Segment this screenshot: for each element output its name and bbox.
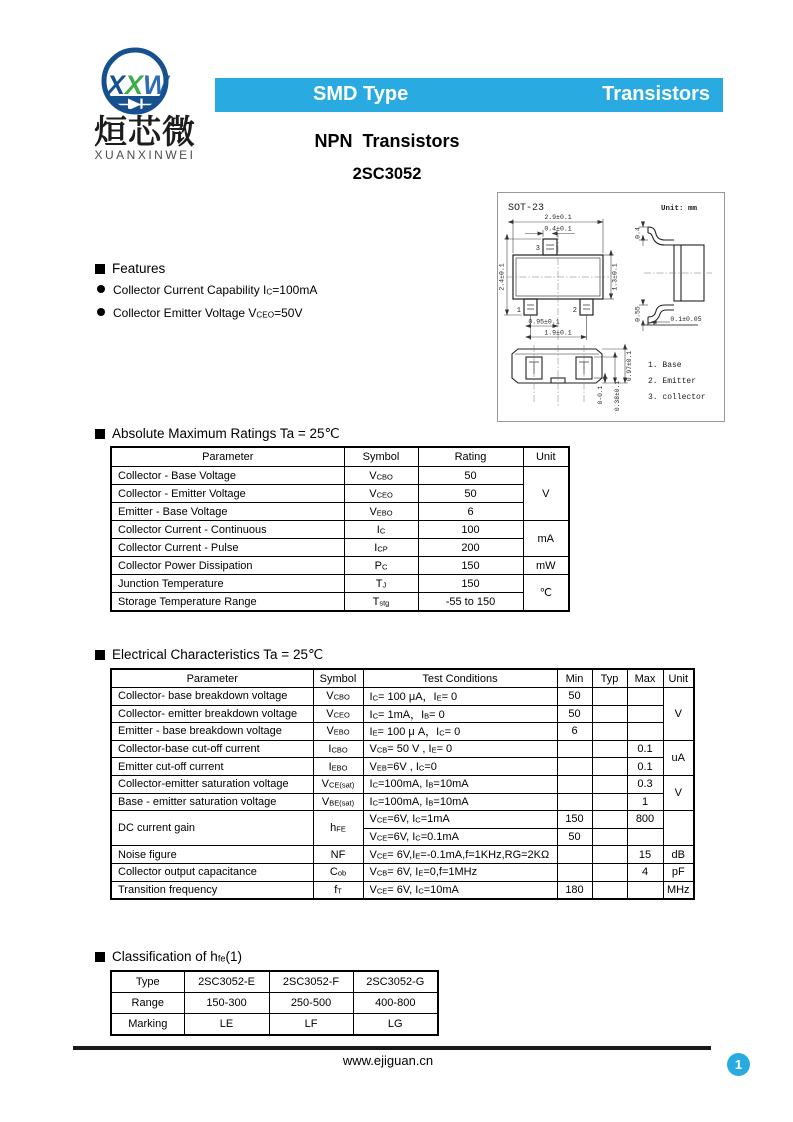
min-cell: 6 <box>557 723 592 741</box>
rating-cell: -55 to 150 <box>418 593 523 612</box>
section-square-icon <box>95 429 105 439</box>
symbol-cell: $V_{EBO}$ <box>313 723 363 741</box>
parameter-cell: Collector-emitter saturation voltage <box>111 775 313 793</box>
symbol-cell: $f_T$ <box>313 881 363 899</box>
max-cell: 1 <box>627 793 663 811</box>
dim-body-width: 2.9±0.1 <box>544 214 572 221</box>
max-cell <box>627 723 663 741</box>
footer-divider <box>73 1046 711 1050</box>
condition-cell: $V_{CE}= 6V$, $I_C=10mA$ <box>363 881 557 899</box>
condition-cell: $I_C= 100$ μA，$I_E= 0$ <box>363 688 557 706</box>
brand-latin-name: XUANXINWEI <box>94 148 196 162</box>
abs-max-heading-label: Absolute Maximum Ratings Ta = 25℃ <box>112 426 340 441</box>
symbol-cell: $V_{CEO}$ <box>313 705 363 723</box>
table-row <box>111 539 569 557</box>
side-view-dim-lines <box>639 221 698 331</box>
classification-table <box>110 970 439 1036</box>
type-cell: 2SC3052-E <box>184 971 269 993</box>
sot23-outline-drawing <box>498 193 724 421</box>
max-cell: 4 <box>627 863 663 881</box>
col-header-symbol: Symbol <box>313 669 363 688</box>
max-cell: 0.1 <box>627 758 663 776</box>
max-cell: 15 <box>627 846 663 864</box>
symbol-cell: $I_{CBO}$ <box>313 740 363 758</box>
table-row <box>111 846 694 864</box>
dim-standoff: 0-0.1 <box>597 385 604 405</box>
elec-table <box>110 668 695 900</box>
condition-cell: $V_{CE}= 6V,I_E=-0.1mA,f=1KHz,RG=2K\Omega$ <box>363 846 557 864</box>
rating-cell: 6 <box>418 503 523 521</box>
parameter-cell: Collector Current - Pulse <box>111 539 344 557</box>
marking-cell: LG <box>353 1014 438 1036</box>
typ-cell <box>592 846 627 864</box>
pin-legend-emitter: 2. Emitter <box>648 377 697 386</box>
dim-pad-height: 0.38±0.1 <box>614 380 621 412</box>
condition-cell: $V_{CB}= 50$ V , $I_E= 0$ <box>363 740 557 758</box>
max-cell: 0.1 <box>627 740 663 758</box>
symbol-cell: $I_C$ <box>344 521 418 539</box>
table-row <box>111 863 694 881</box>
typ-cell <box>592 723 627 741</box>
table-row <box>111 971 438 993</box>
typ-cell <box>592 758 627 776</box>
bottom-view <box>512 349 602 383</box>
pin-legend-base: 1. Base <box>648 361 682 370</box>
col-header-rating: Rating <box>418 447 523 467</box>
bullet-icon <box>97 308 105 316</box>
max-cell <box>627 828 663 846</box>
col-header-symbol: Symbol <box>344 447 418 467</box>
symbol-cell: $I_{EBO}$ <box>313 758 363 776</box>
max-cell <box>627 705 663 723</box>
elec-heading-label: Electrical Characteristics Ta = 25℃ <box>112 647 324 662</box>
symbol-cell: $C_{ob}$ <box>313 863 363 881</box>
logo-letter-x2: X <box>125 70 144 100</box>
parameter-cell: Junction Temperature <box>111 575 344 593</box>
parameter-cell: Collector- emitter breakdown voltage <box>111 705 313 723</box>
unit-note-label: Unit: mm <box>661 205 698 213</box>
marking-cell: LE <box>184 1014 269 1036</box>
unit-cell: V <box>523 467 569 521</box>
doc-title-part-number: 2SC3052 <box>352 165 422 183</box>
table-row <box>111 705 694 723</box>
condition-cell: $V_{CE}=6V$, $I_C=1mA$ <box>363 811 557 829</box>
classification-heading <box>95 949 242 964</box>
col-header-parameter: Parameter <box>111 447 344 467</box>
dim-body-height: 1.3±0.1 <box>611 263 619 291</box>
rating-cell: 50 <box>418 485 523 503</box>
parameter-cell: Collector Current - Continuous <box>111 521 344 539</box>
parameter-cell: Collector output capacitance <box>111 863 313 881</box>
symbol-cell: $V_{CE(sat)}$ <box>313 775 363 793</box>
bottom-view-dim-lines <box>594 349 628 383</box>
parameter-cell: Collector - Base Voltage <box>111 467 344 485</box>
table-header-row <box>111 669 694 688</box>
max-cell <box>627 881 663 899</box>
rating-cell: 150 <box>418 575 523 593</box>
table-row <box>111 485 569 503</box>
condition-cell: $I_C=100mA$, $I_B=10mA$ <box>363 793 557 811</box>
row-header-range: Range <box>111 993 184 1014</box>
features-heading <box>95 261 165 276</box>
classification-heading-label: Classification of $h_{fe}(1)$ <box>112 949 242 964</box>
elec-heading <box>95 647 323 663</box>
unit-cell: pF <box>663 863 694 881</box>
bullet-icon <box>97 285 105 293</box>
table-row <box>111 688 694 706</box>
parameter-cell: Storage Temperature Range <box>111 593 344 612</box>
type-cell: 2SC3052-F <box>269 971 353 993</box>
table-row <box>111 993 438 1014</box>
pin-legend-collector: 3. collector <box>648 393 706 402</box>
table-row <box>111 1014 438 1036</box>
symbol-cell: $T_J$ <box>344 575 418 593</box>
range-cell: 400-800 <box>353 993 438 1014</box>
min-cell <box>557 793 592 811</box>
range-cell: 150-300 <box>184 993 269 1014</box>
page-number-badge: 1 <box>727 1053 750 1076</box>
range-cell: 250-500 <box>269 993 353 1014</box>
parameter-cell: Emitter - base breakdown voltage <box>111 723 313 741</box>
parameter-cell: Collector - Emitter Voltage <box>111 485 344 503</box>
table-header-row <box>111 447 569 467</box>
max-cell: 800 <box>627 811 663 829</box>
feature-item-label: Collector Current Capability $I_C=100mA$ <box>113 283 318 297</box>
footer-website-link[interactable]: www.ejiguan.cn <box>342 1053 434 1068</box>
front-view-dim-labels <box>499 214 619 337</box>
symbol-cell: NF <box>313 846 363 864</box>
pin3-number: 3 <box>535 245 540 253</box>
header-bar-smd-type: SMD Type <box>313 83 409 105</box>
min-cell: 150 <box>557 811 592 829</box>
min-cell <box>557 863 592 881</box>
typ-cell <box>592 740 627 758</box>
doc-title-npn-transistors: NPN Transistors <box>314 131 460 151</box>
rating-cell: 100 <box>418 521 523 539</box>
marking-cell: LF <box>269 1014 353 1036</box>
condition-cell: $I_C=100mA$, $I_B=10mA$ <box>363 775 557 793</box>
dim-lead-thickness: 0.1±0.05 <box>670 316 702 323</box>
feature-item <box>97 306 302 320</box>
feature-item-label: Collector Emitter Voltage $V_{CEO}=50V$ <box>113 306 303 320</box>
parameter-cell: Emitter - Base Voltage <box>111 503 344 521</box>
max-cell: 0.3 <box>627 775 663 793</box>
package-drawing-box <box>497 192 725 422</box>
symbol-cell: $V_{CBO}$ <box>313 688 363 706</box>
table-row <box>111 521 569 539</box>
rating-cell: 200 <box>418 539 523 557</box>
row-header-type: Type <box>111 971 184 993</box>
col-header-min: Min <box>557 669 592 688</box>
col-header-max: Max <box>627 669 663 688</box>
typ-cell <box>592 811 627 829</box>
condition-cell: $V_{CE}=6V$, $I_C=0.1mA$ <box>363 828 557 846</box>
col-header-unit: Unit <box>523 447 569 467</box>
min-cell <box>557 846 592 864</box>
parameter-cell: Noise figure <box>111 846 313 864</box>
symbol-cell: $P_C$ <box>344 557 418 575</box>
pin-legend <box>648 361 706 402</box>
min-cell <box>557 740 592 758</box>
package-name-label: SOT-23 <box>508 203 545 214</box>
symbol-cell: $V_{CEO}$ <box>344 485 418 503</box>
symbol-cell: $T_{stg}$ <box>344 593 418 612</box>
row-header-marking: Marking <box>111 1014 184 1036</box>
rating-cell: 50 <box>418 467 523 485</box>
pin2-number: 2 <box>572 307 577 315</box>
unit-cell: V <box>663 688 694 741</box>
brand-chinese-name: 烜芯微 <box>94 113 196 150</box>
condition-cell: $I_C= 1mA$，$I_B= 0$ <box>363 705 557 723</box>
side-view <box>648 227 704 325</box>
parameter-cell: Collector-base cut-off current <box>111 740 313 758</box>
min-cell: 180 <box>557 881 592 899</box>
rating-cell: 150 <box>418 557 523 575</box>
feature-item <box>97 283 317 297</box>
dim-lead-top: 0.4 <box>634 227 642 239</box>
unit-cell: dB <box>663 846 694 864</box>
typ-cell <box>592 705 627 723</box>
col-header-parameter: Parameter <box>111 669 313 688</box>
table-row <box>111 557 569 575</box>
condition-cell: $V_{EB}=6V$ , $I_C=0$ <box>363 758 557 776</box>
parameter-cell: Base - emitter saturation voltage <box>111 793 313 811</box>
unit-cell: mA <box>523 521 569 557</box>
header-bar-transistors: Transistors <box>602 83 710 105</box>
min-cell <box>557 775 592 793</box>
table-row <box>111 503 569 521</box>
symbol-cell: $V_{EBO}$ <box>344 503 418 521</box>
pin1-number: 1 <box>516 307 521 315</box>
logo-letter-w: W <box>143 70 169 100</box>
symbol-cell: $I_{CP}$ <box>344 539 418 557</box>
typ-cell <box>592 688 627 706</box>
typ-cell <box>592 828 627 846</box>
parameter-cell: Collector- base breakdown voltage <box>111 688 313 706</box>
table-row <box>111 740 694 758</box>
table-row <box>111 593 569 612</box>
typ-cell <box>592 775 627 793</box>
section-square-icon <box>95 264 105 274</box>
typ-cell <box>592 863 627 881</box>
dim-pin-pitch-half: 0.95±0.1 <box>528 318 560 326</box>
table-row <box>111 811 694 829</box>
section-square-icon <box>95 650 105 660</box>
dim-lead-bottom: 0.55 <box>634 306 642 322</box>
min-cell: 50 <box>557 688 592 706</box>
dim-pin-pitch: 1.9±0.1 <box>544 329 572 337</box>
type-cell: 2SC3052-G <box>353 971 438 993</box>
side-view-dim-labels <box>635 227 702 323</box>
unit-cell: V <box>663 775 694 810</box>
table-row <box>111 758 694 776</box>
abs-max-table <box>110 446 570 612</box>
table-row <box>111 575 569 593</box>
unit-cell: uA <box>663 740 694 775</box>
features-heading-label: Features <box>112 261 166 276</box>
symbol-cell: $V_{CBO}$ <box>344 467 418 485</box>
abs-max-heading <box>95 426 340 442</box>
parameter-cell: DC current gain <box>111 811 313 846</box>
min-cell: 50 <box>557 828 592 846</box>
table-row <box>111 467 569 485</box>
dim-overall-height: 2.4±0.1 <box>498 263 506 291</box>
dim-pin3-width: 0.4±0.1 <box>544 225 572 233</box>
min-cell <box>557 758 592 776</box>
table-row <box>111 881 694 899</box>
logo-letter-x1: X <box>107 70 126 100</box>
table-row <box>111 793 694 811</box>
table-row <box>111 723 694 741</box>
unit-cell: mW <box>523 557 569 575</box>
symbol-cell: $h_{FE}$ <box>313 811 363 846</box>
unit-cell: ℃ <box>523 575 569 612</box>
col-header-typ: Typ <box>592 669 627 688</box>
section-square-icon <box>95 952 105 962</box>
typ-cell <box>592 793 627 811</box>
symbol-cell: $V_{BE(sat)}$ <box>313 793 363 811</box>
min-cell: 50 <box>557 705 592 723</box>
typ-cell <box>592 881 627 899</box>
parameter-cell: Collector Power Dissipation <box>111 557 344 575</box>
dim-pkg-thickness: 0.97±0.1 <box>626 350 633 382</box>
col-header-test-conditions: Test Conditions <box>363 669 557 688</box>
unit-cell: MHz <box>663 881 694 899</box>
max-cell <box>627 688 663 706</box>
parameter-cell: Emitter cut-off current <box>111 758 313 776</box>
parameter-cell: Transition frequency <box>111 881 313 899</box>
unit-cell <box>663 811 694 846</box>
table-row <box>111 775 694 793</box>
condition-cell: $I_E= 100$ μ A，$I_C= 0$ <box>363 723 557 741</box>
header-bar <box>215 78 723 112</box>
condition-cell: $V_{CB}= 6V$, $I_E=0,f=1MHz$ <box>363 863 557 881</box>
col-header-unit: Unit <box>663 669 694 688</box>
